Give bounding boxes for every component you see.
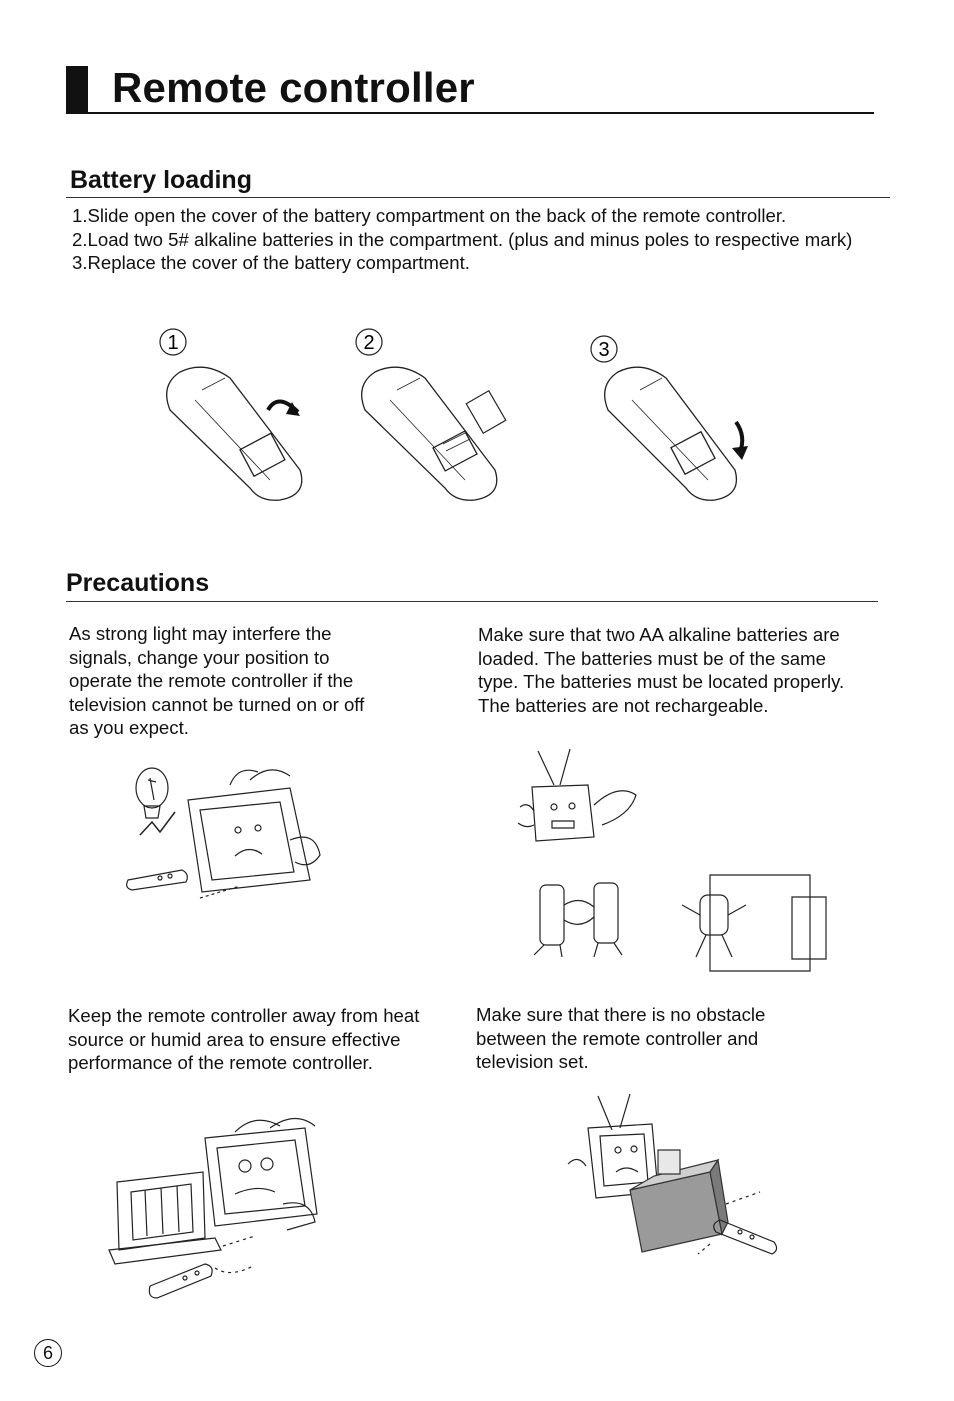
step-2-badge (356, 329, 382, 355)
step-1-badge (160, 329, 186, 355)
page-title: Remote controller (112, 64, 475, 111)
remote-control-icon (127, 870, 188, 890)
battery-loading-heading: Battery loading (70, 166, 252, 194)
precaution-obstacle-text: Make sure that there is no obstacle between the remote controller and television set. (476, 1004, 766, 1073)
page-number: 6 (34, 1339, 62, 1367)
title-bar-marker (66, 66, 88, 114)
battery-step-2-figure (345, 320, 515, 510)
heater-icon (109, 1172, 221, 1264)
close-arrow-head-icon (732, 446, 748, 460)
precaution-heat-text: Keep the remote controller away from heat source or humid area to ensure effective performance of the remote controller. (68, 1005, 420, 1074)
battery-step-3-figure (590, 330, 760, 520)
battery-cartoons-illustration (510, 745, 840, 975)
precautions-heading: Precautions (66, 569, 210, 597)
battery-step-2: 2.Load two 5# alkaline batteries in the compartment. (plus and minus poles to respective mark) (72, 228, 853, 250)
tv-light-bulb-illustration (120, 760, 340, 910)
battery-step-1: 1.Slide open the cover of the battery compartment on the back of the remote controller. (72, 205, 787, 226)
precaution-light-text: As strong light may interfere the signals, change your position to operate the remote controller if the television cannot be turned on or off as you expect. (69, 623, 365, 739)
tv-obstacle-illustration (560, 1094, 790, 1264)
title-rule (66, 112, 874, 114)
tv-character-icon (205, 1118, 317, 1230)
obstacle-box-icon (630, 1150, 728, 1252)
precaution-batteries-text: Make sure that two AA alkaline batteries are loaded. The batteries must be of the same type. The batteries must be located properly. The batteries are not rechargeable. (478, 624, 845, 716)
battery-step-1-figure (150, 320, 320, 510)
small-tv-character-icon (518, 749, 636, 841)
tv-character-icon (188, 770, 320, 892)
battery-cover-icon (466, 391, 506, 433)
precautions-rule (66, 601, 878, 602)
remote-open-compartment-icon (362, 367, 497, 500)
remote-control-icon (149, 1264, 212, 1298)
signal-line (215, 1236, 255, 1273)
remote-back-icon (167, 367, 302, 500)
battery-loading-rule (66, 197, 890, 198)
step-3-number: 3 (598, 339, 610, 361)
battery-pair-icon (534, 883, 622, 957)
battery-step-3: 3.Replace the cover of the battery compartment. (72, 252, 470, 274)
battery-steps-list (72, 204, 912, 275)
battery-in-box-icon (682, 875, 826, 971)
step-1-number: 1 (167, 332, 179, 354)
step-3-badge (591, 336, 617, 362)
tv-heat-source-illustration (105, 1118, 335, 1303)
step-2-number: 2 (363, 332, 375, 354)
remote-closed-icon (605, 367, 737, 500)
light-bulb-icon (136, 768, 168, 818)
